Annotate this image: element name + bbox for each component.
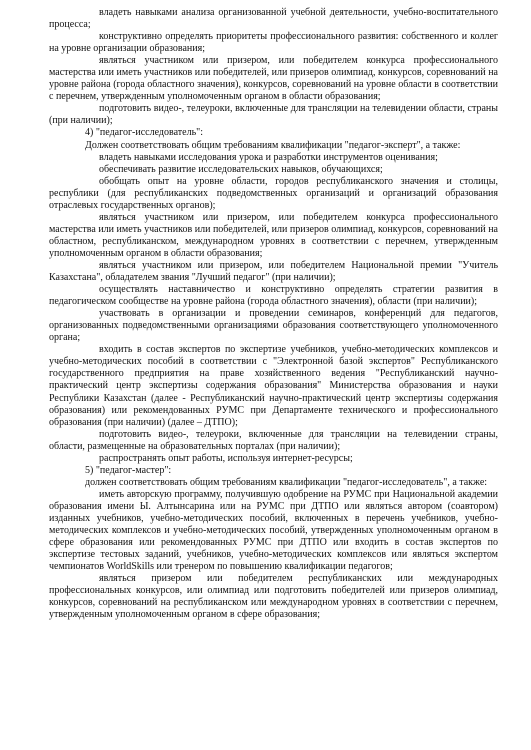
document-body [49, 7, 498, 621]
heading-teacher-researcher: 4) "педагог-исследователь": [85, 127, 203, 139]
paragraph-lesson-research-skills: владеть навыками исследования урока и разработки инструментов оценивания; [99, 151, 438, 163]
paragraph-general-requirements-researcher: должен соответствовать общим требованиям квалификации "педагог-исследователь", а также: [85, 476, 488, 488]
paragraph-research-skills-development: обеспечивать развитие исследовательских навыков, обучающихся; [99, 163, 383, 175]
paragraph-national-award: являться участником или призером, или победителем Национальной премии "Учитель Казахстана", обладателем звания "Лучший педагог" (при наличии); [49, 259, 498, 284]
paragraph-video-lessons-country: подготовить видео-, телеуроки, включенные для трансляции на телевидении страны, области, размещенные на образовательных порталах (при наличии); [49, 428, 498, 452]
paragraph-prize-winner: являться призером или победителем республиканских или международных профессиональных конкурсов, или олимпиад или подготовить победителей или призеров олимпиад, конкурсов, соревнований на республиканском или международном уровнях в соответствии с перечнем, утвержденным уполномоченным органом в сфере образования; [49, 573, 498, 621]
paragraph-mentorship: осуществлять наставничество и конструктивно определять стратегии развития в педагогическом сообществе на уровне района (города областного значения), области (при наличии); [49, 284, 498, 308]
paragraph-author-program: иметь авторскую программу, получившую одобрение на РУМС при Национальной академии образования имени Ы. Алтынсарина или на РУМС при ДТПО или являться автором (соавтором) изданных учебников, учебно-методических пособий, включенных в перечень учебников, учебно-методических комплексов и учебно-методических пособий, утвержденных уполномоченным органом в сфере образования или рекомендованных РУМС при ДТПО или входить в состав экспертов по экспертизе тестовых заданий, учебников, учебно-методических комплексов или являться экспертом чемпионатов WorldSkills или тренером по повышению квалификации педагогов; [49, 488, 498, 573]
heading-teacher-master: 5) "педагог-мастер": [85, 464, 172, 476]
paragraph-general-requirements-expert: Должен соответствовать общим требованиям квалификации "педагог-эксперт", а также: [85, 139, 461, 151]
paragraph-expert-membership: входить в состав экспертов по экспертизе учебников, учебно-методических комплексов и учебно-методических пособий в соответствии с "Электронной базой экспертов" Республиканского государственного предприятия на праве хозяйственного ведения "Республиканский научно-практический центр экспертизы содержания образования" Министерства образования и науки Республики Казахстан (далее - Республиканский научно-практический центр экспертизы содержания образования) или рекомендованных РУМС при Департаменте технического и профессионального образования (при наличии) (далее – ДТПО); [49, 344, 498, 428]
paragraph-development-priorities: конструктивно определять приоритеты профессионального развития: собственного и коллег на уровне организации образования; [49, 31, 498, 55]
paragraph-contest-participation-region: являться участником или призером, или победителем конкурса профессионального мастерства или иметь участников или победителей, или призеров олимпиад, конкурсов, соревнований на уровне района (города областного значения), конкурсов, соревнований на уровне области в соответствии с перечнем, утвержденным уполномоченным органом в области образования; [49, 55, 498, 103]
paragraph-video-lessons-region: подготовить видео-, телеуроки, включенные для трансляции на телевидении области, страны (при наличии); [49, 103, 498, 127]
paragraph-share-experience: распространять опыт работы, используя интернет-ресурсы; [99, 452, 353, 464]
paragraph-experience-generalization: обобщать опыт на уровне области, городов республиканского значения и столицы, республики (для республиканских подведомственных организаций и организаций образования отраслевых государственных органов); [49, 175, 498, 211]
paragraph-seminars: участвовать в организации и проведении семинаров, конференций для педагогов, организованных подведомственными организациями образования соответствующего уполномоченного органа; [49, 308, 498, 344]
paragraph-analysis-skills: владеть навыками анализа организованной учебной деятельности, учебно-воспитательного процесса; [49, 7, 498, 31]
paragraph-contest-participation-national: являться участником или призером, или победителем конкурса профессионального мастерства или иметь участников или победителей, или призеров олимпиад, конкурсов, соревнований на областном, республиканском, международном уровнях в соответствии с перечнем, утвержденным уполномоченным органом в области образования; [49, 211, 498, 259]
